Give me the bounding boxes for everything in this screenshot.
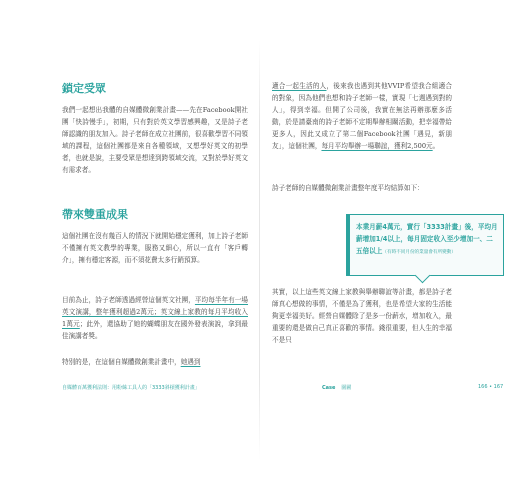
special-highlight: 她遇到 xyxy=(180,358,201,366)
callout-text xyxy=(356,221,498,259)
special-lead: 特別的是，在這個自媒體微創業計畫中， xyxy=(62,358,181,366)
second-group-highlight-1: 適合一起生活的人 xyxy=(272,82,327,90)
callout-note: （有時不同月份的業量會有所變動） xyxy=(382,250,456,255)
earnings-highlight: 平均每半年有一場英文演講，整年獲利超過2萬元；英文線上家教的每月平均收入1萬元 xyxy=(62,296,249,328)
paragraph-special xyxy=(62,356,248,368)
section-label: Case xyxy=(322,385,336,391)
second-group-body: ，後來我也遇到其他VVIP希望我合組適合的對象，因為他們也想和詩子老師一樣，實現「七週遇到對的人」，得到幸福。但開了公司後，我實在無法再辦那麼多活動，於是請臺南的詩子老師不定期舉辦相關活動，把幸福帶給更多人，因此又成立了第二個Facebook社團「遇見，新朋友」，這個社團， xyxy=(272,82,452,150)
paragraph-target-audience: 我們一起想出我體的自媒體微創業計畫——先在Facebook開社團「快詩慢手」，初期，只有對於英文學習感興趣，又是詩子老師認識的朋友加入。詩子老師在成立社團前，很喜歡學習不同領域的課程，這個社團都是來自各種領域，又想學好英文的初學者，也就是說，主要受眾是想達到跨領域交流，又對於學好英文有需求者。 xyxy=(62,106,248,174)
paragraph-earnings xyxy=(62,294,248,342)
earnings-tail: ；此外，還協助了她的蝴蝶朋友在國外發表演說，拿到最佳演講者獎。 xyxy=(62,320,249,340)
paragraph-summary-intro: 詩子老師的自媒體微創業計畫整年度平均結算如下： xyxy=(272,184,424,192)
earnings-lead: 目前為止，詩子老師透過經營這個英文社團， xyxy=(62,296,195,304)
right-page xyxy=(260,0,520,500)
callout-accent-bar xyxy=(347,215,350,275)
page-numbers: 166 • 167 xyxy=(478,384,504,390)
running-footer-book-title: 自媒體百萬獲利法則：用粉絲工具人的「3333斜槓獲利計畫」 xyxy=(62,385,200,391)
paragraph-second-group xyxy=(272,80,452,152)
paragraph-dual-results: 這個社團在沒有幾百人的情況下就開始穩定獲利，加上詩子老師不僅擁有英文教學的專業，服務又細心，所以一直有「客戶轉介」，擁有穩定客源，而不須花費太多行銷預算。 xyxy=(62,232,248,264)
section-title: 園圃 xyxy=(341,385,352,391)
second-group-end: 。 xyxy=(432,142,440,150)
second-group-highlight-2: 每月平均舉辦一場聯誼，獲利2,500元 xyxy=(321,142,433,150)
paragraph-closing: 其實，以上這些英文線上家教與舉辦聯誼等計畫，都是詩子老師真心想做的事情，不僅是為了獲利，也是希望大家的生活能夠更幸福美好。經營自媒體除了是多一份薪水，增加收入，最重要的還是做自己真正喜歡的事情。錢很重要，但人生的幸福不是只 xyxy=(272,288,452,344)
callout-pointer xyxy=(415,268,431,284)
callout-main: 本業月薪4萬元，實行「3333計畫」後，平均月薪增加1/4以上，每月固定收入至少增加一、二五倍以上 xyxy=(356,223,498,255)
heading-dual-results: 帶來雙重成果 xyxy=(62,208,128,221)
heading-target-audience: 鎖定受眾 xyxy=(62,82,106,95)
running-footer-section xyxy=(322,384,351,391)
callout-box xyxy=(346,214,504,276)
